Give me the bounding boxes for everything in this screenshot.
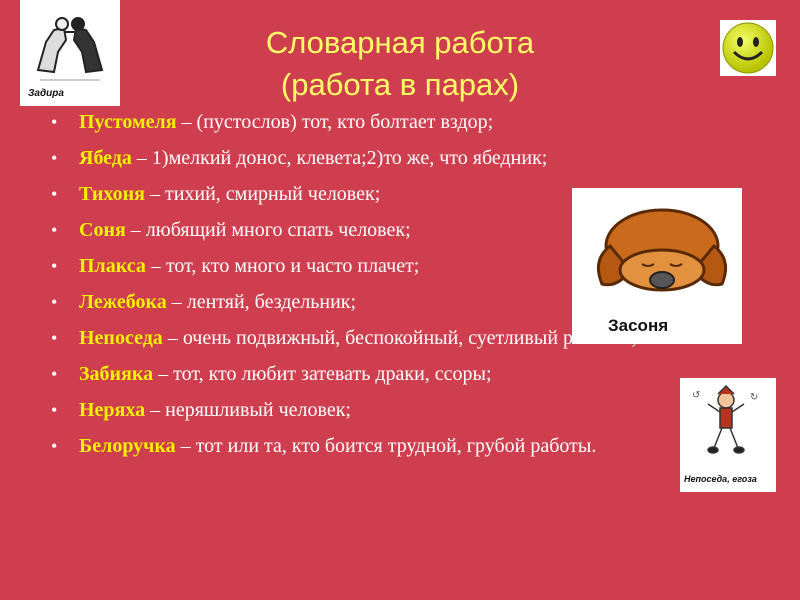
bullet-icon: • — [51, 220, 58, 240]
bullet-icon: • — [51, 184, 58, 204]
zadira-picture — [20, 0, 120, 106]
title-line-1: Словарная работа — [265, 25, 535, 60]
definition: – неряшливый человек; — [145, 399, 351, 421]
bullet-icon: • — [51, 364, 58, 384]
list-item — [38, 254, 746, 279]
list-item — [38, 326, 746, 351]
list-item — [38, 218, 746, 243]
bullet-icon: • — [51, 436, 58, 456]
term: Плакса — [79, 255, 146, 277]
term: Соня — [79, 219, 126, 241]
zasonya-caption: Засоня — [608, 316, 669, 335]
bullet-icon: • — [51, 112, 58, 132]
list-item — [38, 110, 746, 135]
definition: – (пустослов) тот, кто болтает вздор; — [176, 111, 494, 133]
bullet-icon: • — [51, 148, 58, 168]
bullet-icon: • — [51, 328, 58, 348]
list-item — [38, 398, 746, 423]
term: Белоручка — [79, 435, 176, 457]
term: Неряха — [79, 399, 146, 421]
definition: – 1)мелкий донос, клевета;2)то же, что ябедник; — [131, 147, 548, 169]
definition: – тот, кто любит затевать драки, ссоры; — [153, 363, 492, 385]
svg-text:↻: ↻ — [750, 392, 759, 403]
title-line-2: (работа в парах) — [280, 67, 520, 102]
definition: – тот или та, кто боится трудной, грубой работы. — [175, 435, 597, 457]
definition: – любящий много спать человек; — [125, 219, 411, 241]
smiley-picture — [720, 20, 776, 76]
term: Забияка — [79, 363, 154, 385]
list-item — [38, 182, 746, 207]
bullet-icon: • — [51, 400, 58, 420]
slide-title — [150, 22, 650, 106]
smiley-face-icon — [720, 20, 776, 76]
svg-text:↺: ↺ — [692, 390, 701, 401]
list-item — [38, 362, 746, 387]
definition: – тихий, смирный человек; — [144, 183, 381, 205]
zadira-caption: Задира — [28, 88, 64, 99]
definition: – очень подвижный, беспокойный, суетливый ребёнок; — [162, 327, 637, 349]
vocabulary-list — [38, 110, 746, 470]
term: Лежебока — [79, 291, 167, 313]
definition: – тот, кто много и часто плачет; — [145, 255, 420, 277]
term: Ябеда — [79, 147, 132, 169]
bullet-icon: • — [51, 292, 58, 312]
term: Непоседа — [79, 327, 163, 349]
term: Тихоня — [79, 183, 145, 205]
list-item — [38, 434, 746, 459]
list-item — [38, 290, 746, 315]
list-item — [38, 146, 746, 171]
bullet-icon: • — [51, 256, 58, 276]
neposeda-caption: Непоседа, егоза — [684, 474, 757, 484]
definition: – лентяй, бездельник; — [166, 291, 357, 313]
term: Пустомеля — [79, 111, 177, 133]
